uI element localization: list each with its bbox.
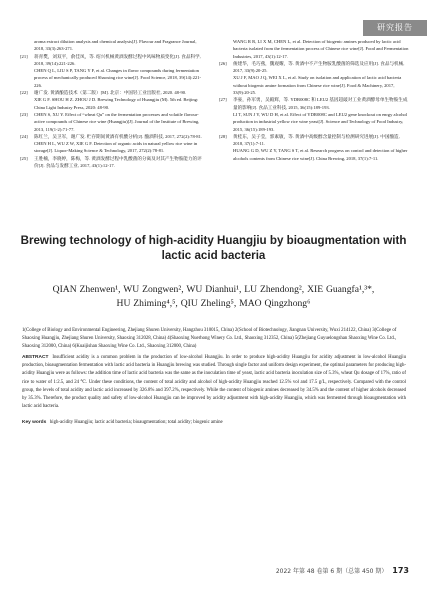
reference-list-left xyxy=(20,38,206,169)
reference-item xyxy=(20,155,206,170)
reference-text: 谢广发. 黄酒酿造技术（第二版）[M]. 北京：中国轻工业出版社, 2020. 48-90. xyxy=(34,90,187,96)
reference-item xyxy=(20,140,206,155)
reference-item xyxy=(20,111,206,133)
reference-item xyxy=(20,89,206,96)
reference-number: [24] xyxy=(20,133,28,139)
reference-text: CHEN S, XU Y. Effect of “wheat Qu” on the fermentation processes and volatile flavour-active compounds of Chinese rice wine (Huangjiu)[J]. Journal of the Institute of Brewing, 2013, 119(1-2):71-77. xyxy=(34,111,200,132)
keywords-block xyxy=(22,419,406,427)
paper-title: Brewing technology of high-acidity Huangjiu by bioaugmentation with lactic acid bacteria xyxy=(20,234,407,262)
reference-item xyxy=(20,38,206,53)
reference-number: [23] xyxy=(20,111,28,117)
reference-item xyxy=(219,60,409,75)
reference-number: [28] xyxy=(219,133,227,139)
reference-text: 李豪，孙军勇，吴殿辉，等. YDR008C 和 LEU2 基因超敲对工业黄酒酵母单生物胺生成量的影响[J]. 食品工业科技, 2015, 36(15):189-193. xyxy=(233,97,408,110)
reference-text: LI T, SUN J Y, WU D H, et al. Effect of YDR008C and LEU2 gene knockout on enrgy alcohol production in industrial yellow rice wine yeast[J]. Science and Technology of Food Industry, 2015, 36(15):189-193. xyxy=(233,111,408,132)
reference-text: 俊建华，毛巧燕，魏观耀，等. 黄酒中不产生物胺乳酸菌的筛选及应用[J]. 食品与机械, 2017, 33(9):20-25. xyxy=(233,60,405,74)
reference-number: [25] xyxy=(20,155,28,161)
abstract-label: ABSTRACT xyxy=(22,355,49,360)
reference-item xyxy=(219,74,409,96)
reference-text: 陈红兰，吴卫军，谢广发. 贮存期间黄酒有机酸分析[J]. 酿酒科技, 2017, 272(2):78-81. xyxy=(34,133,203,139)
affiliations: 1(College of Biology and Environmental Engineering, Zhejiang Shuren University, Hangzhou 310015, China) 2(School of Biotechnology, Jiangnan University, Wuxi 214122, China) 3(College of Shaoxing Huangjiu, Zhejiang Shuren University, Shaoxing 312028, China) 4(Shaoxing Nuerhong Winery Co. Ltd., Shaoxing 312352, China) 5(Zhejiang Guyuelongshan Shaoxing Wine Co. Ltd., Shaoxing 312000, China) 6(Kuaijishan Shaoxing Wine Co. Ltd., Shaoxing 312000, China) xyxy=(22,328,397,349)
page-number: 173 xyxy=(392,566,409,575)
keywords-text: high-acidity Huangjiu; lactic acid bacteria; bioaugmentation; total acidity; biogenic amine xyxy=(49,420,223,425)
reference-number: [21] xyxy=(20,53,28,59)
keywords-label: Key words xyxy=(22,420,47,425)
reference-item xyxy=(219,96,409,111)
reference-text: XIE G F. SHOU H Z. ZHOU J D. Brewing Technology of Huangjiu (M). 5th ed. Beijing: China Light Industry Press, 2020: 48-90. xyxy=(34,97,199,110)
reference-text: 蒋青樊，刘双平，俞佳凤，等. 绍兴机械黄酒发酵过程中风味物质变化[J]. 食品科学, 2018, 39(14):221-226. xyxy=(34,53,201,66)
author-line-2: HU Zhiming⁴,⁵, QIU Zheling⁵, MAO Qingzhong⁶ xyxy=(116,298,311,309)
reference-item xyxy=(20,53,206,68)
reference-text: HUANG G D, WU Z Y, TANG S T, et al. Research progress on control and detection of higher alcohols contents from Chinese rice wine[J]. China Brewing, 2018, 37(1):7-11. xyxy=(233,148,408,161)
reference-text: aroma extract dilution analysis and chemical analysis[J]. Flavour and Fragrance Journal, 2018, 33(3):263-271. xyxy=(34,39,197,52)
reference-item xyxy=(20,133,206,140)
reference-item xyxy=(20,67,206,89)
reference-text: CHEN H L, WU Z W, XIE G F. Detection of organic acids in natural yellow rice wine in storage[J]. Liquor-Making Science & Technology, 2017, 272(2):78-81. xyxy=(34,141,198,154)
abstract-text: Insufficient acidity is a common problem in the production of low-alcohol Huangjiu. In order to produce high-acidity Huangjiu for acidity adjustment in low-alcohol Huangjiu production, bioaugmentation fermentation with lactic acid bacteria in Huangjiu brewing was studied. Through single factor and uniform design experiment, the optimal parameters for producing high-acidity Huangjiu were as follows: the addition time of lactic acid bacteria was the same as the inoculation time of yeast, lactic acid bacteria inoculation size of 5.3%, wheat Qu dosage of 17%, ratio of rice to water of 1:2.5, and 24 ℃. Under these conditions, the content of total acidity and alcohol of high-acidity Huangjiu reached 12.5% vol and 17.5 g/L, respectively. Compared with the control group, the levels of total acidity and lactic acid increased by 326.8% and 397.2%, respectively. While the content of biogenic amines decreased by 34.5% and the content of higher alcohols decreased by 35.3%. Therefore, the product quality and safety of low-alcohol Huangjiu can be improved by acidity adjustment with high-acidity Huangjiu, which was fermented through bioaugmentation with lactic acid bacteria. xyxy=(22,355,406,410)
reference-text: WANG R R, LI X M, CHEN L, et al. Detection of biogenic amines produced by lactic acid bacteria isolated from the fermentation process of Chinese rice wine[J]. Food and Fermentation Industries, 2017, 43(1):12-17. xyxy=(233,39,409,59)
page-footer xyxy=(276,566,409,575)
section-badge: 研究报告 xyxy=(363,20,427,36)
reference-text: 王胜楠，李晓婷，陈梅，等. 黄酒发酵过程中乳酸菌的分离及对其产生物胺能力的评价[J]. 食品与发酵工业, 2017, 43(1):12-17. xyxy=(34,155,202,169)
reference-number: [27] xyxy=(219,97,227,103)
reference-item xyxy=(219,133,409,148)
reference-number: [26] xyxy=(219,60,227,66)
reference-text: 黄桂东，吴子莹，郭素敏，等. 黄酒中高级醇含量控制与检测研究进展[J]. 中国酿造, 2018, 37(1):7-11. xyxy=(233,133,400,147)
reference-item xyxy=(219,38,409,60)
reference-number: [22] xyxy=(20,90,28,96)
abstract-block xyxy=(22,354,406,411)
reference-text: CHEN Q L, LIU S P, TANG Y F, et al. Changes in flavor compounds during fermentation process of mechanically produced Shaoxing rice wine[J]. Food Science, 2018, 39(14):221-226. xyxy=(34,68,201,88)
reference-list-right xyxy=(219,38,409,162)
reference-item xyxy=(219,147,409,162)
reference-item xyxy=(20,96,206,111)
author-line-1: QIAN Zhenwen¹, WU Zongwen², WU Dianhui¹, LU Zhendong², XIE Guangfa¹,³*, xyxy=(52,284,375,295)
author-list xyxy=(10,283,417,311)
reference-text: XU J F, MAO J Q, WEI X L, et al. Study on isolation and application of lactic acid bacteria without biogenic amine formation from Chinese rice wine[J]. Food & Machinery, 2017, 33(9):20-25. xyxy=(233,75,402,96)
journal-issue: 2022 年第 48 卷第 6 期（总第 450 期） xyxy=(275,568,388,575)
reference-item xyxy=(219,111,409,133)
